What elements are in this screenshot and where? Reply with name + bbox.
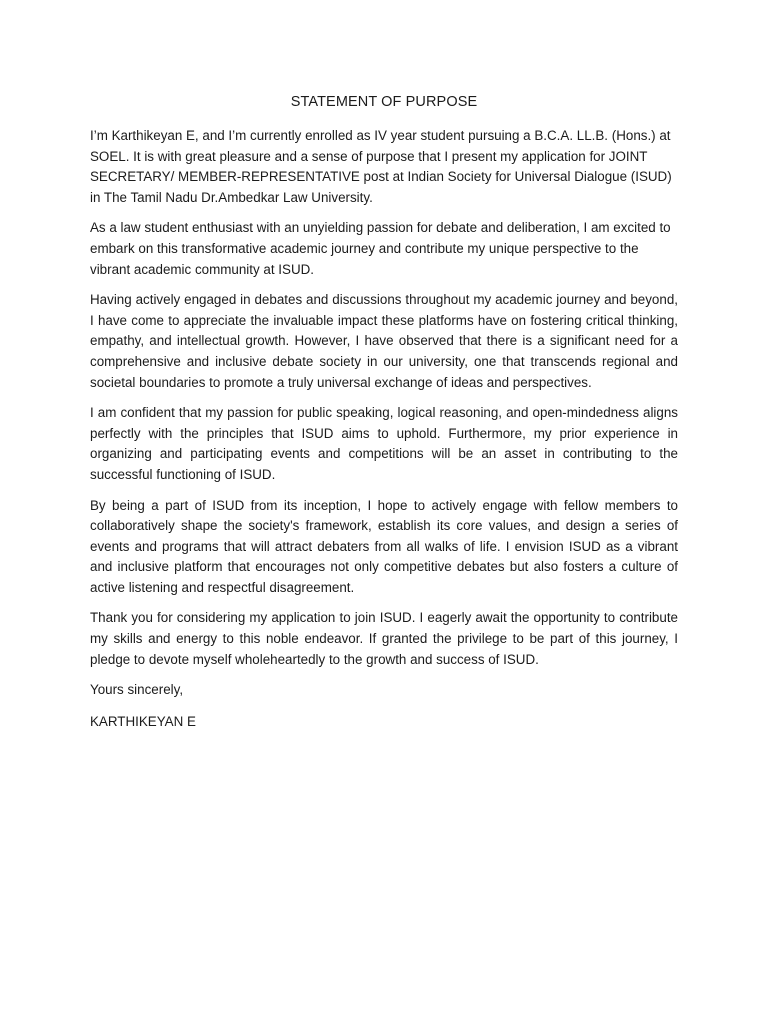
closing-salutation: Yours sincerely, [90,682,184,698]
paragraph-vision: By being a part of ISUD from its inception, I hope to actively engage with fellow members to collaboratively shape the society's framework, establish its core values, and design a series of events and programs that will attract debaters from all walks of life. I envision ISUD as a vibrant and inclusive platform that encourages not only competitive debates but also fosters a culture of active listening and respectful disagreement. [90,497,678,595]
paragraph-thanks: Thank you for considering my application to join ISUD. I eagerly await the opportunity to contribute my skills and energy to this noble endeavor. If granted the privilege to be part of this journey, I pledge to devote myself wholeheartedly to the growth and success of ISUD. [90,610,678,667]
paragraph-introduction: I’m Karthikeyan E, and I’m currently enrolled as IV year student pursuing a B.C.A. LL.B. (Hons.) at SOEL. It is with great pleasure and a sense of purpose that I present my application for JOINT SECRETARY/ MEMBER-REPRESENTATIVE post at Indian Society for Universal Dialogue (ISUD) in The Tamil Nadu Dr.Ambedkar Law University. [90,128,672,205]
paragraph-experience: Having actively engaged in debates and discussions throughout my academic journey and beyond, I have come to appreciate the invaluable impact these platforms have on fostering critical thinking, empathy, and intellectual growth. However, I have observed that there is a significant need for a comprehensive and inclusive debate society in our university, one that transcends regional and societal boundaries to promote a truly universal exchange of ideas and perspectives. [90,292,678,390]
document-title: STATEMENT OF PURPOSE [290,94,478,110]
paragraph-motivation: As a law student enthusiast with an unyielding passion for debate and deliberation, I am excited to embark on this transformative academic journey and contribute my unique perspective to the vibrant academic community at ISUD. [90,220,671,277]
document-body [90,126,678,732]
signature-name: KARTHIKEYAN E [90,713,196,729]
paragraph-qualifications: I am confident that my passion for public speaking, logical reasoning, and open-mindedness aligns perfectly with the principles that ISUD aims to uphold. Furthermore, my prior experience in organizing and participating events and competitions will be an asset in contributing to the successful functioning of ISUD. [90,405,678,482]
